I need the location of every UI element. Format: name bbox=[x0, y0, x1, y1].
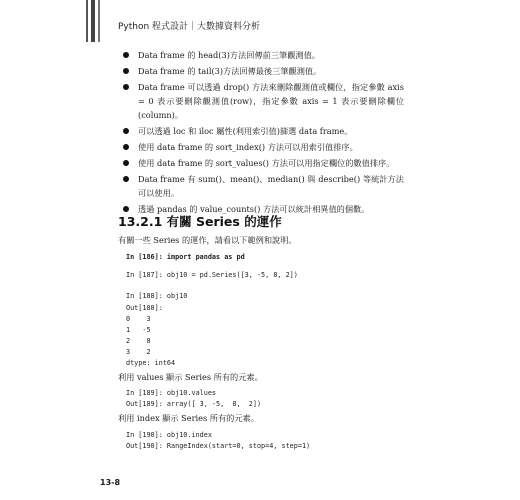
bullet-item: 可以透過 loc 和 iloc 屬性(利用索引值)篩選 data frame。 bbox=[122, 124, 404, 138]
code-line: 1 -5 bbox=[126, 326, 151, 334]
section-title: 13.2.1 有關 Series 的運作 bbox=[118, 214, 282, 229]
bullet-item: 使用 data frame 的 sort_values() 方法可以用指定欄位的數值排序。 bbox=[122, 156, 404, 170]
margin-bar bbox=[91, 0, 95, 42]
code-line: In [186]: import pandas as pd bbox=[126, 253, 245, 261]
values-paragraph: 利用 values 顯示 Series 所有的元素。 bbox=[118, 372, 263, 382]
bullet-list bbox=[122, 48, 404, 218]
code-line: In [188]: obj10 bbox=[126, 292, 188, 300]
bullet-item: Data frame 的 head(3)方法回傳前三筆觀測值。 bbox=[122, 48, 404, 62]
bullet-item: Data frame 的 tail(3)方法回傳最後三筆觀測值。 bbox=[122, 64, 404, 78]
bullet-item: 透過 pandas 的 value_counts() 方法可以統計相異值的個數。 bbox=[122, 202, 404, 216]
code-line: 3 2 bbox=[126, 348, 151, 356]
page-number: 13-8 bbox=[100, 478, 121, 487]
bullet-item: Data frame 可以透過 drop() 方法來刪除觀測值或欄位，指定參數 axis = 0 表示要刪除觀測值(row)，指定參數 axis = 1 表示要刪除欄位(column)。 bbox=[122, 80, 404, 122]
margin-bar bbox=[98, 0, 100, 42]
code-line: 0 3 bbox=[126, 315, 151, 323]
code-line: Out[189]: array([ 3, -5, 8, 2]) bbox=[126, 400, 262, 408]
intro-paragraph: 有關一些 Series 的運作，請看以下範例和說明。 bbox=[118, 235, 297, 245]
code-line: Out[190]: RangeIndex(start=0, stop=4, step=1) bbox=[126, 442, 311, 450]
code-line: 2 8 bbox=[126, 337, 151, 345]
bullet-item: 使用 data frame 的 sort_index() 方法可以用索引值排序。 bbox=[122, 140, 404, 154]
code-line: Out[188]: bbox=[126, 304, 163, 312]
code-line: dtype: int64 bbox=[126, 359, 176, 367]
bullet-item: Data frame 有 sum()、mean()、median() 與 describe() 等統計方法可以使用。 bbox=[122, 172, 404, 200]
code-line: In [189]: obj10.values bbox=[126, 389, 217, 397]
margin-bar bbox=[86, 0, 88, 42]
index-paragraph: 利用 index 顯示 Series 所有的元素。 bbox=[118, 413, 259, 423]
running-header: Python 程式設計｜大數據資料分析 bbox=[118, 22, 261, 32]
code-line: In [187]: obj10 = pd.Series([3, -5, 8, 2]) bbox=[126, 271, 298, 279]
code-line: In [190]: obj10.index bbox=[126, 431, 212, 439]
